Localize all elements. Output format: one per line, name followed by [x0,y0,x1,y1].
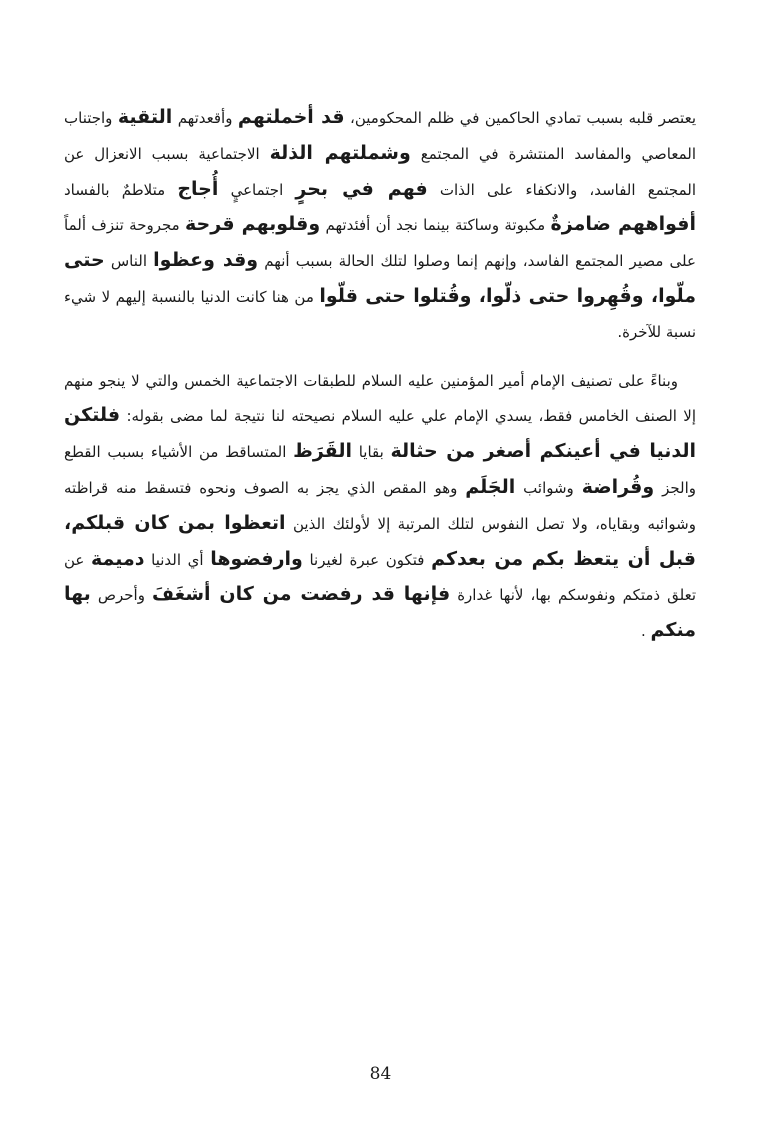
text-run: وأقعدتهم [172,109,238,127]
text-run: فتكون عبرة لغيرنا [302,550,432,569]
emphasized-phrase: فهم في بحرٍ [295,177,428,200]
body-text [64,100,696,649]
text-run: المتساقط من الأشياء بسبب القطع والجز [64,443,697,497]
text-run: يعتصر قلبه بسبب تمادي الحاكمين في ظلم المحكومين، [344,109,696,127]
text-run: واجتناب المعاصي والمفاسد المنتشرة في المجتمع [64,109,696,163]
emphasized-phrase: أُجاج [177,177,219,200]
text-run: وشوائب [515,478,582,497]
emphasized-phrase: وقد وعظوا [153,249,259,272]
page-number: 84 [369,1064,392,1084]
emphasized-phrase: التقية [117,106,173,128]
emphasized-phrase: الجَلَم [465,475,516,498]
text-run: متلاطمٌ بالفساد [64,180,178,199]
paragraph-2 [64,364,696,649]
text-run: وأحرص [90,586,152,605]
text-run: . [640,622,651,641]
text-run: وهو المقص الذي يجز به الصوف ونحوه فتسقط منه قراظته وشوائبه وبقاياه، ولا تصل النفوس لتلك المرتبة إلا لأولئك الذين [64,478,696,533]
emphasized-phrase: فإنها قد رفضت من كان أشغَفَ [151,583,451,606]
emphasized-phrase: قد أخملتهم [237,106,345,128]
text-run: الناس [104,252,154,271]
text-run: مكبوتة وساكتة بينما نجد أن أفئدتهم [320,216,551,235]
emphasized-phrase: وشملتهم الذلة [269,141,411,164]
emphasized-phrase: القَرَظ [293,440,352,463]
text-run: مجروحة تنزف ألماً على مصير المجتمع الفاسد، وإنهم إنما وصلوا لتلك الحالة بسبب أنهم [64,216,696,271]
emphasized-phrase: وقُراضة [581,475,655,498]
emphasized-phrase: وقلوبهم قرحة [185,213,321,236]
text-run: من هنا كانت الدنيا بالنسبة إليهم لا شيء نسبة للآخرة. [64,287,696,341]
text-run: بقايا [352,443,391,462]
emphasized-phrase: اتعظوا بمن كان قبلكم، قبل أن يتعظ بكم من بعدكم [64,511,696,570]
text-run: الاجتماعية بسبب الانعزال عن المجتمع الفاسد، والانكفاء على الذات [64,144,697,199]
text-run: اجتماعيٍ [218,180,296,199]
text-run: وبناءً على تصنيف الإمام أمير المؤمنين عليه السلام للطبقات الاجتماعية الخمس والتي لا ينجو منهم إلا الصنف الخامس فقط، يسدي الإمام علي عليه السلام نصيحته لنا نتيجة لما مضى بقوله: [64,371,696,426]
emphasized-phrase: حتى ملّوا، وقُهِروا حتى ذلّوا، وقُتلوا حتى قلّوا [64,249,697,307]
text-run: عن تعلق ذمتكم ونفوسكم بها، لأنها غدارة [64,550,697,605]
text-run: أي الدنيا [144,550,211,569]
emphasized-phrase: دميمة [91,547,145,570]
emphasized-phrase: وارفضوها [210,547,303,570]
paragraph-1 [64,100,696,350]
emphasized-phrase: أفواههم ضامزةٌ [550,213,696,236]
emphasized-phrase: فلتكن الدنيا في أعينكم أصغر من حثالة [64,404,696,463]
emphasized-phrase: بها منكم [64,583,696,642]
